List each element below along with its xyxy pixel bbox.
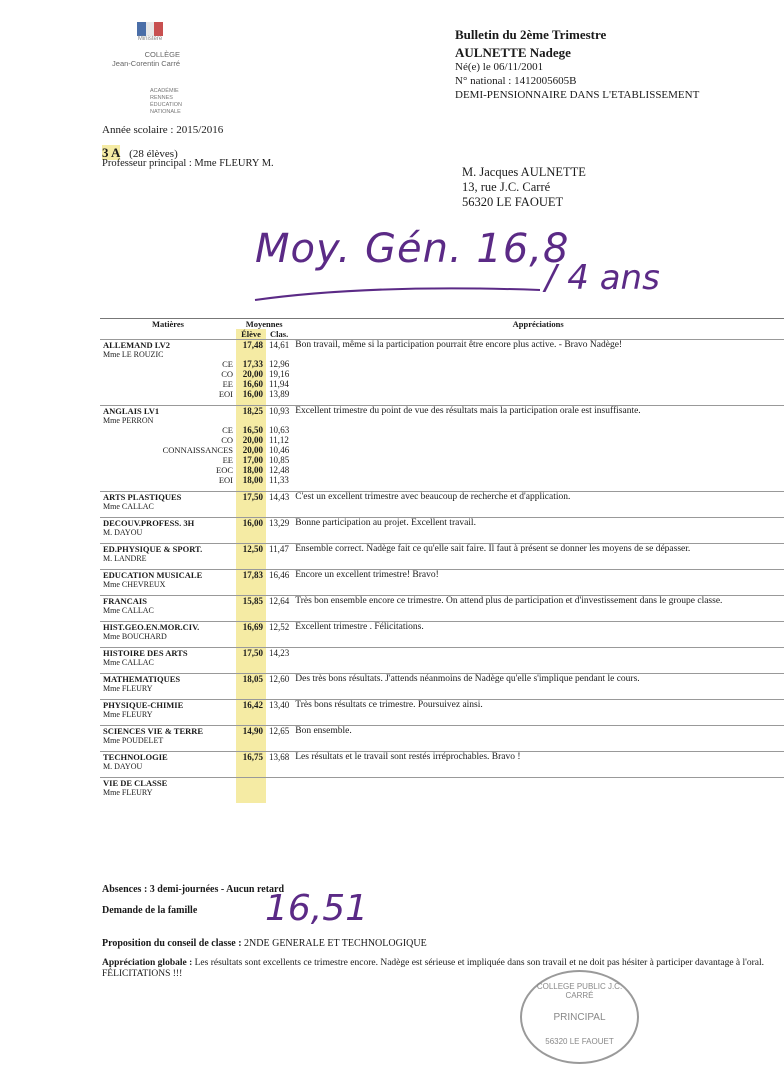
student-average: 16,00 <box>236 518 266 538</box>
competency-student: 17,33 <box>236 359 266 369</box>
competency-class: 13,89 <box>269 389 290 399</box>
subject-name: HISTOIRE DES ARTS <box>103 648 188 658</box>
subject-name: MATHEMATIQUES <box>103 674 181 684</box>
subject-name: EDUCATION MUSICALE <box>103 570 203 580</box>
competency-row <box>100 369 784 379</box>
subject-teacher: Mme FLEURY <box>103 710 153 719</box>
student-average: 17,50 <box>236 492 266 512</box>
subject-cell <box>100 596 236 616</box>
absences: Absences : 3 demi-journées - Aucun retard <box>102 884 285 895</box>
school-stamp: COLLEGE PUBLIC J.C. CARRÉ PRINCIPAL 56320 LE FAOUET <box>520 970 639 1064</box>
subject-row <box>100 340 784 360</box>
subject-cell <box>100 518 236 538</box>
class-average: 11,47 <box>266 544 292 564</box>
competency-row <box>100 379 784 389</box>
competency-class: 12,96 <box>269 359 290 369</box>
school-logo <box>120 22 180 43</box>
subject-row <box>100 570 784 590</box>
competency-label: EOC <box>216 465 233 475</box>
competency-row <box>100 425 784 435</box>
subject-name: SCIENCES VIE & TERRE <box>103 726 204 736</box>
student-average: 17,50 <box>236 648 266 668</box>
student-average: 14,90 <box>236 726 266 746</box>
competency-class: 11,12 <box>269 435 289 445</box>
subject-name: HIST.GEO.EN.MOR.CIV. <box>103 622 200 632</box>
student-average: 12,50 <box>236 544 266 564</box>
subject-cell <box>100 544 236 564</box>
subject-cell <box>100 752 236 772</box>
competency-class: 12,48 <box>269 465 290 475</box>
student-average: 18,05 <box>236 674 266 694</box>
student-average: 18,25 <box>236 406 266 426</box>
subject-cell <box>100 700 236 720</box>
subject-teacher: M. DAYOU <box>103 762 143 771</box>
subject-name: DECOUV.PROFESS. 3H <box>103 518 195 528</box>
subject-row <box>100 596 784 616</box>
appreciation: Très bons résultats ce trimestre. Poursuivez ainsi. <box>292 700 784 720</box>
appreciation: Ensemble correct. Nadège fait ce qu'elle sait faire. Il faut à présent se donner les moyens de se dépasser. <box>292 544 784 564</box>
subject-name: ED.PHYSIQUE & SPORT. <box>103 544 203 554</box>
bulletin-title: Bulletin du 2ème Trimestre <box>455 27 607 42</box>
competency-label: CE <box>222 359 233 369</box>
competency-student: 16,50 <box>236 425 266 435</box>
class-average: 10,93 <box>266 406 292 426</box>
regime: DEMI-PENSIONNAIRE DANS L'ETABLISSEMENT <box>455 89 700 101</box>
student-average: 17,83 <box>236 570 266 590</box>
appreciation: Bon ensemble. <box>292 726 784 746</box>
class-average: 12,64 <box>266 596 292 616</box>
class-average: 16,46 <box>266 570 292 590</box>
appreciation: Bonne participation au projet. Excellent travail. <box>292 518 784 538</box>
competency-class: 10,46 <box>269 445 290 455</box>
competency-student: 18,00 <box>236 475 266 485</box>
subject-name: PHYSIQUE-CHIMIE <box>103 700 184 710</box>
handwritten-underline <box>250 278 550 308</box>
header-matieres: Matières <box>152 319 184 329</box>
class-name: 3 A <box>102 145 121 160</box>
subject-name: ALLEMAND LV2 <box>103 340 170 350</box>
appreciation: Des très bons résultats. J'attends néanmoins de Nadège qu'elle s'implique pendant le cours. <box>292 674 784 694</box>
student-name: AULNETTE Nadege <box>455 45 571 60</box>
subject-teacher: Mme BOUCHARD <box>103 632 167 641</box>
class-average: 14,23 <box>266 648 292 668</box>
appreciation: Excellent trimestre du point de vue des résultats mais la participation orale est insuffisante. <box>292 406 784 426</box>
academie-block: ACADÉMIE RENNES ÉDUCATION NATIONALE <box>150 88 182 115</box>
competency-student: 17,00 <box>236 455 266 465</box>
subject-row <box>100 778 784 798</box>
subject-row <box>100 406 784 426</box>
subject-teacher: Mme POUDELET <box>103 736 164 745</box>
student-average: 16,69 <box>236 622 266 642</box>
competency-class: 10,63 <box>269 425 290 435</box>
class-size: (28 élèves) <box>129 148 178 160</box>
subject-name: TECHNOLOGIE <box>103 752 168 762</box>
subject-cell <box>100 406 236 426</box>
competency-class: 11,33 <box>269 475 289 485</box>
competency-class: 19,16 <box>269 369 290 379</box>
handwritten-demande: 16,51 <box>265 888 369 929</box>
class-average: 13,68 <box>266 752 292 772</box>
competency-student: 20,00 <box>236 445 266 455</box>
subject-row <box>100 674 784 694</box>
competency-row <box>100 435 784 445</box>
subject-name: ARTS PLASTIQUES <box>103 492 182 502</box>
competency-row <box>100 475 784 485</box>
competency-label: CO <box>221 369 233 379</box>
birth-date: Né(e) le 06/11/2001 <box>455 61 544 73</box>
header-eleve: Élève <box>236 329 266 340</box>
subject-row <box>100 648 784 668</box>
school-year: Année scolaire : 2015/2016 <box>102 124 224 136</box>
appreciation <box>292 778 784 798</box>
subject-teacher: Mme CALLAC <box>103 502 154 511</box>
subject-teacher: Mme CHEVREUX <box>103 580 166 589</box>
student-header <box>455 28 699 102</box>
competency-row <box>100 389 784 399</box>
competency-row <box>100 455 784 465</box>
class-average: 14,61 <box>266 340 292 360</box>
competency-row <box>100 359 784 369</box>
subject-row <box>100 518 784 538</box>
appreciation-text: Les résultats sont excellents ce trimestre encore. Nadège est sérieuse et impliquée dans son travail et ne doit pas hésiter à participer davantage à l'oral. FÉLICITATIONS !!! <box>102 958 765 979</box>
subject-row <box>100 622 784 642</box>
handwritten-years: / 4 ans <box>545 258 660 298</box>
competency-label: EOI <box>218 389 233 399</box>
demande-label: Demande de la famille <box>102 905 198 916</box>
table-header-row <box>100 319 784 330</box>
subject-cell <box>100 778 236 798</box>
competency-label: CO <box>221 435 233 445</box>
appreciation <box>292 648 784 668</box>
competency-label: EOI <box>218 475 233 485</box>
appreciation: Bon travail, même si la participation pourrait être encore plus active. - Bravo Nadège! <box>292 340 784 360</box>
school-name: COLLÈGE Jean-Corentin Carré <box>112 50 180 68</box>
competency-label: EE <box>222 379 233 389</box>
subject-teacher: M. LANDRE <box>103 554 147 563</box>
competency-row <box>100 465 784 475</box>
subject-name: FRANCAIS <box>103 596 147 606</box>
appreciation-label: Appréciation globale : <box>102 958 193 968</box>
student-average: 17,48 <box>236 340 266 360</box>
subject-cell <box>100 492 236 512</box>
subject-cell <box>100 674 236 694</box>
proposition-label: Proposition du conseil de classe : <box>102 938 242 949</box>
class-average: 12,60 <box>266 674 292 694</box>
subject-name: VIE DE CLASSE <box>103 778 168 788</box>
competency-class: 10,85 <box>269 455 290 465</box>
competency-label: EE <box>222 455 233 465</box>
marianne-logo-icon <box>137 22 163 36</box>
class-average: 14,43 <box>266 492 292 512</box>
class-average: 12,65 <box>266 726 292 746</box>
subject-teacher: Mme CALLAC <box>103 658 154 667</box>
header-appreciations: Appréciations <box>512 319 564 329</box>
appreciation: Excellent trimestre . Félicitations. <box>292 622 784 642</box>
proposition-value: 2NDE GENERALE ET TECHNOLOGIQUE <box>244 938 427 949</box>
subject-cell <box>100 340 236 360</box>
competency-label: CE <box>222 425 233 435</box>
class-average: 12,52 <box>266 622 292 642</box>
competency-student: 16,60 <box>236 379 266 389</box>
subject-cell <box>100 622 236 642</box>
proposition <box>102 938 427 949</box>
subject-cell <box>100 570 236 590</box>
subject-cell <box>100 648 236 668</box>
subject-row <box>100 700 784 720</box>
competency-row <box>100 445 784 455</box>
subject-name: ANGLAIS LV1 <box>103 406 160 416</box>
logo-caption: Ministère <box>137 36 163 42</box>
main-teacher: Professeur principal : Mme FLEURY M. <box>102 158 274 169</box>
subject-teacher: Mme CALLAC <box>103 606 154 615</box>
appreciation-globale <box>102 958 772 980</box>
subject-teacher: Mme LE ROUZIC <box>103 350 164 359</box>
header-moyennes: Moyennes <box>245 319 283 329</box>
subject-row <box>100 492 784 512</box>
subject-cell <box>100 726 236 746</box>
student-average: 15,85 <box>236 596 266 616</box>
national-id: N° national : 1412005605B <box>455 75 577 87</box>
appreciation: C'est un excellent trimestre avec beaucoup de recherche et d'application. <box>292 492 784 512</box>
subject-row <box>100 726 784 746</box>
grades-table <box>100 318 784 803</box>
competency-label: CONNAISSANCES <box>162 445 233 455</box>
mailing-address: M. Jacques AULNETTE 13, rue J.C. Carré 56320 LE FAOUET <box>462 165 586 209</box>
subject-row <box>100 752 784 772</box>
class-average <box>266 778 292 798</box>
class-average: 13,29 <box>266 518 292 538</box>
competency-student: 20,00 <box>236 369 266 379</box>
competency-class: 11,94 <box>269 379 289 389</box>
subject-teacher: Mme FLEURY <box>103 684 153 693</box>
competency-student: 20,00 <box>236 435 266 445</box>
student-average: 16,75 <box>236 752 266 772</box>
competency-student: 16,00 <box>236 389 266 399</box>
student-average: 16,42 <box>236 700 266 720</box>
appreciation: Les résultats et le travail sont restés irréprochables. Bravo ! <box>292 752 784 772</box>
appreciation: Encore un excellent trimestre! Bravo! <box>292 570 784 590</box>
subject-teacher: M. DAYOU <box>103 528 143 537</box>
header-clas: Clas. <box>270 329 289 339</box>
competency-student: 18,00 <box>236 465 266 475</box>
subject-teacher: Mme FLEURY <box>103 788 153 797</box>
subject-row <box>100 544 784 564</box>
class-average: 13,40 <box>266 700 292 720</box>
appreciation: Très bon ensemble encore ce trimestre. On attend plus de participation et d'investissement dans le groupe classe. <box>292 596 784 616</box>
student-average <box>236 778 266 798</box>
subject-teacher: Mme PERRON <box>103 416 154 425</box>
handwritten-average: Moy. Gén. 16,8 <box>255 226 570 272</box>
